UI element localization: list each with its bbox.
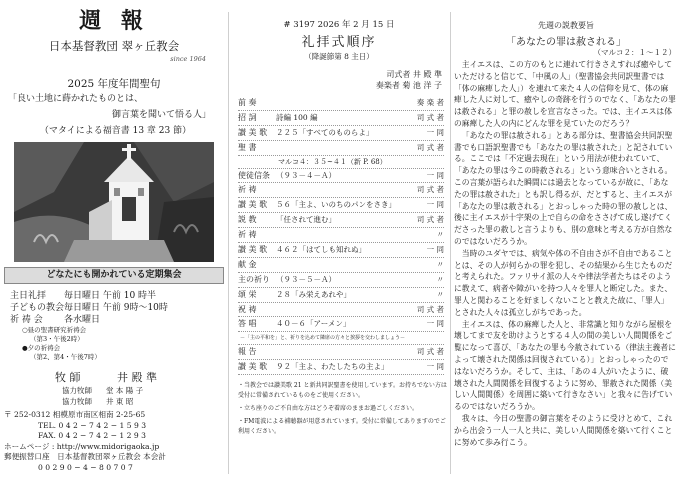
bulletin-title: 週 報 [79,8,149,34]
worship-item [238,126,444,141]
item-name: 前 奏 [238,98,257,107]
worship-item [238,213,444,228]
schedule-name: 主日礼拝 [10,291,47,301]
fax: FAX. 0 4 2 − 7 4 2 − 1 2 9 3 [38,431,146,440]
liturgical-season: （降誕節第 8 主日） [304,52,374,61]
worship-item [238,183,444,198]
item-detail: ４０－６「アーメン」 [276,319,351,329]
church-illustration [14,142,214,262]
assistant-name: 堂 本 陽 子 [106,386,144,395]
prayer-meeting-detail: （第2、第4・午後7時） [30,353,101,361]
item-person: 司 式 者 [416,347,444,357]
scripture-reference: マルコ４：３５~４１（新 P. 68） [238,156,444,169]
item-name: 祝 祷 [238,304,257,314]
item-person: 一 同 [426,362,444,372]
schedule-row [10,314,225,326]
assistant-label: 協力牧師 [62,397,92,406]
item-name: 使徒信条 [238,170,270,180]
item-name: 祈 祷 [238,230,257,240]
assistant-pastor [62,385,143,396]
worship-item [238,303,444,318]
item-person: 司 式 者 [416,112,444,122]
item-detail: ５６「主よ、いのちのパンをさき」 [276,200,396,210]
item-detail: 詩編 100 編 [276,112,318,122]
schedule-row [10,290,225,302]
worship-item [238,273,444,288]
worship-item [238,169,444,184]
footnote: ・当教会では讃美歌 21 と新共同訳聖書を使用しています。お持ちでない方は受付に常備されているものをご使用ください。 [238,382,447,399]
column-divider [450,12,451,474]
worship-item [238,111,444,126]
footnotes [238,381,448,440]
meeting-schedule [10,290,225,362]
worship-item [238,243,444,258]
cover-column [0,0,228,480]
church-name: 日本基督教団 翠ヶ丘教会 [48,39,180,53]
prayer-meeting-detail: ●夕の祈祷会 [22,344,61,352]
worship-item [238,96,444,111]
prayer-meeting-detail: （第3・午後2時） [30,335,84,343]
item-person: 〃 [436,289,444,299]
item-detail: ２２５「すべてのものらよ」 [276,127,374,137]
worship-item [238,258,444,273]
item-person: 司 式 者 [416,142,444,152]
year-verse-heading: 2025 年度年間聖句 [67,78,161,90]
schedule-row [10,302,225,314]
homepage: ホームページ : http://www.midorigaoka.jp [4,441,160,451]
item-name: 讃 美 歌 [238,127,268,137]
postal-number: 0 0 2 9 0 − 4 − 8 0 7 0 7 [38,462,133,472]
service-staff [376,69,442,91]
item-name: 主の祈り [238,274,270,284]
column-divider [228,12,229,474]
pastor-name: 井 殿 準 [117,371,157,384]
organist: 奏楽者 菊 池 洋 子 [375,81,442,90]
postal-label: 郵便振替口座 [4,452,50,461]
item-person: 〃 [436,230,444,240]
pastor-label: 牧 師 [55,371,81,384]
assistant-pastor [62,396,143,407]
assistant-label: 協力牧師 [62,386,92,395]
sermon-paragraph: 我々は、今日の聖書の御言葉をそのように受けとめて、これから出会う一人一人と共に、美しい人間関係を築いて行くことに努めて歩み行こう。 [454,413,673,447]
sermon-summary-column [452,0,680,480]
sermon-body [454,59,676,448]
schedule-time: 各水曜日 [64,315,101,325]
item-name: 祈 祷 [238,185,257,195]
since-year: since 1964 [170,55,206,63]
address: 〒 252-0312 相模原市南区相南 2-25-65 [4,410,146,419]
item-name: 説 教 [238,215,257,225]
sermon-title: 「あなたの罪は赦される」 [506,37,626,48]
item-name: 報 告 [238,347,257,357]
issue-number-date: # 3197 2026 年 2 月 15 日 [283,20,395,30]
footnote: ・FM電波による補聴器が用意されています。受付に常備してありますのでご利用ください。 [238,418,446,435]
open-meetings-banner: どなたにも開かれている定期集会 [4,267,224,284]
item-person: 司 式 者 [416,304,444,314]
item-detail: ９２「主よ、わたしたちの主よ」 [276,362,389,372]
presider: 司式者 井 殿 準 [386,70,442,79]
schedule-time: 毎日曜日 午前 10 時半 [64,291,157,301]
worship-item [238,198,444,213]
item-name: 讃 美 歌 [238,245,268,255]
item-person: 奏 楽 者 [416,98,444,107]
item-name: 頌 栄 [238,289,257,299]
item-person: 司 式 者 [416,185,444,195]
sermon-heading: 先週の説教要旨 [538,21,594,30]
sermon-paragraph: 当時のユダヤでは、病気や体の不自由さが不自由であることとは、その人が何らかの罪を犯し、その結果から生じたものだと考えられた。ファリサイ派の人々や律法学者たちはそのように教えて、病者や障がいを持つ人々を罪人と断定した。また、罪人と関わることを好ましくないことと教えた故に、「罪人」とされた人々は孤立しがちであった。 [454,248,673,317]
year-verse [8,91,223,139]
postal-holder: 日本基督教団翠ヶ丘教会 本会計 [57,452,166,461]
peace-greeting-note: －「主の平和を」と、祈りを込めて隣席の方々と挨拶を交わしましょう－ [238,332,444,345]
item-name: 献 金 [238,259,257,269]
worship-item [238,360,444,375]
sermon-paragraph: 主イエスは、この方のもとに連れて行きさえすれば癒やしていただけると信じて、「中風の人」（聖書協会共同訳聖書では「体の麻痺した人」）を連れて来た４人の信仰を見て、体の麻痺した人に対して、癒やしの奇跡を行うのでなく、「あなたの罪は赦される」と罪の赦しを宣言なさった。では、主イエスは体の麻痺した人の内にどんな罪を見ていたのだろう？ [454,60,676,128]
item-detail: ２８「み栄えあれや」 [276,289,351,299]
footnote: ・立ち座りのご不自由な方はどうぞ着席のままお過ごしください。 [238,405,419,412]
year-verse-line: 「良い土地に蒔かれたものとは、 [8,94,144,104]
schedule-time: 毎日曜日 午前 9時～10時 [64,303,168,313]
item-detail: ４６２「はてしも知れぬ」 [276,245,366,255]
schedule-name: 祈 祷 会 [10,315,43,325]
item-name: 聖 書 [238,142,257,152]
worship-item [238,141,444,156]
order-of-worship-column [230,0,448,480]
item-name: 讃 美 歌 [238,362,268,372]
item-person: 〃 [436,259,444,269]
item-person: 〃 [436,274,444,284]
prayer-meeting-detail: ○昼の聖書研究祈祷会 [22,326,87,334]
sermon-paragraph: 主イエスは、体の麻痺した人と、非常識と知りながら屋根を壊してまで友を助けようとする４人の間の美しい人間関係をご覧になって喜び、「あなたの罪も今赦されている（律法主義者によって壊された関係は回復されている）」とおっしゃったのではないだろうか。そして、主は、「あの４人がいたように、破壊された人間関係を回復するように努め、罪赦された関係（美しい人間関係）を周囲に築いて行きなさい」と我々に告げているのではないだろうか。 [454,319,676,412]
contact-info [4,410,166,473]
worship-item [238,288,444,303]
year-verse-line: 御言葉を聞いて悟る人」 [111,110,211,120]
year-verse-reference: （マタイによる福音書 13 章 23 節） [39,126,192,136]
item-name: 讃 美 歌 [238,200,268,210]
assistant-name: 井 東 昭 [106,397,134,406]
worship-item [238,228,444,243]
item-name: 招 詞 [238,112,257,122]
worship-items [238,96,444,375]
item-detail: 「任されて進む」 [276,215,336,225]
item-detail: （９３－４－Ａ） [276,170,336,180]
worship-item [238,345,444,360]
item-person: 一 同 [426,200,444,210]
order-of-worship-title: 礼拝式順序 [301,35,377,50]
item-person: 一 同 [426,170,444,180]
assistant-pastors [62,385,143,407]
item-name: 答 唱 [238,319,257,329]
postal-account [4,452,166,463]
pastor [55,369,223,385]
item-person: 一 同 [426,127,444,137]
worship-item [238,317,444,332]
telephone: TEL. 0 4 2 − 7 4 2 − 1 5 9 3 [38,420,147,430]
schedule-name: 子どもの教会 [10,303,65,313]
item-detail: （９３－５－Ａ） [276,274,336,284]
sermon-paragraph: 「あなたの罪は赦される」とある部分は、聖書協会共同訳聖書でも口語訳聖書でも「あなたの罪は赦された」と記されている。ここでは「不定過去現在」という用法が使われていて、「あなたの罪は今この時赦される」という意味合いとされる。この言葉が語られた瞬間には過去となっているが故に、「あなたの罪は赦された」とも訳し得るが、だとすると、主イエスが「あなたの罪は赦される」とおっしゃった時の罪の赦しとは、後に主イエスが十字架の上で自らの命をささげて成し遂げてくださった罪の赦しと言うよりも、別の意味と考える方が自然なのではないだろうか。 [454,130,673,246]
sermon-reference: （マルコ２：１～１２） [593,48,676,57]
item-person: 一 同 [426,245,444,255]
item-person: 一 同 [426,319,444,329]
item-person: 司 式 者 [416,215,444,225]
